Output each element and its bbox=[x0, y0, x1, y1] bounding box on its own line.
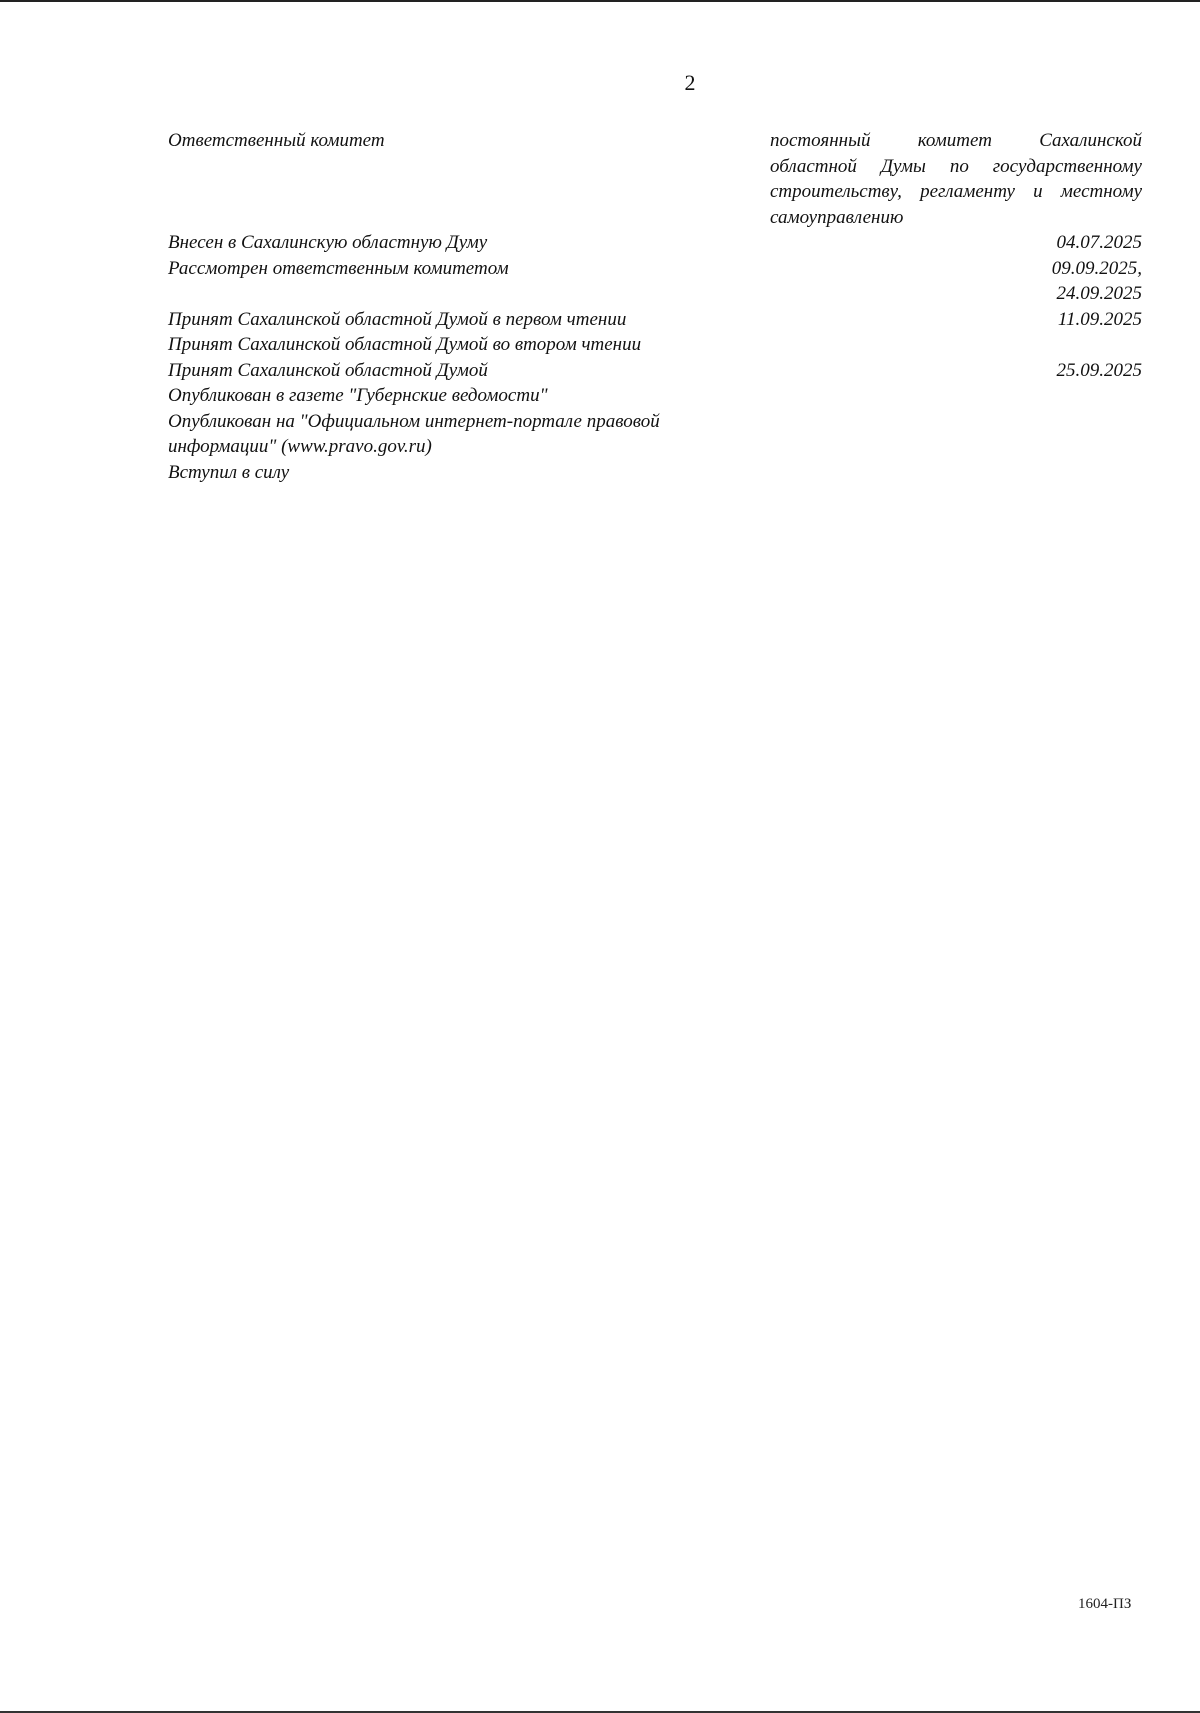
row-committee-review bbox=[168, 256, 1142, 307]
row-label: Принят Сахалинской областной Думой в первом чтении bbox=[168, 308, 627, 330]
committee-label: Ответственный комитет bbox=[168, 130, 385, 151]
row-published-newspaper bbox=[168, 383, 1142, 409]
row-date-second: 24.09.2025 bbox=[1056, 283, 1142, 304]
row-introduced bbox=[168, 230, 1142, 256]
committee-row bbox=[168, 128, 1142, 230]
document-code-stamp: 1604-ПЗ bbox=[1078, 1596, 1132, 1612]
row-published-portal bbox=[168, 409, 1142, 460]
row-label: Внесен в Сахалинскую областную Думу bbox=[168, 232, 488, 253]
page-number: 2 bbox=[684, 70, 696, 95]
row-label: Вступил в силу bbox=[168, 461, 290, 483]
row-label: Принят Сахалинской областной Думой во втором чтении bbox=[168, 334, 642, 355]
row-first-reading bbox=[168, 307, 1142, 333]
row-label: Рассмотрен ответственным комитетом bbox=[168, 257, 509, 279]
row-label: Опубликован в газете "Губернские ведомости" bbox=[168, 385, 548, 406]
row-label: Опубликован на "Официальном интернет-портале правовой информации" (www.pravo.gov.ru) bbox=[168, 410, 660, 457]
row-label: Принят Сахалинской областной Думой bbox=[168, 359, 488, 381]
row-date: 11.09.2025 bbox=[1057, 308, 1142, 330]
top-border bbox=[0, 0, 1200, 2]
committee-value: постоянный комитет Сахалинской областной Думы по государственному строительству, регламенту и местному самоуправлению bbox=[770, 130, 1142, 228]
row-adopted bbox=[168, 358, 1142, 384]
row-date-first: 09.09.2025, bbox=[1051, 257, 1142, 279]
row-date bbox=[770, 256, 1142, 307]
row-entered-force bbox=[168, 460, 1142, 486]
row-second-reading bbox=[168, 332, 1142, 358]
row-date: 25.09.2025 bbox=[1056, 359, 1142, 381]
row-date: 04.07.2025 bbox=[1056, 232, 1142, 253]
document-body bbox=[168, 128, 1142, 485]
